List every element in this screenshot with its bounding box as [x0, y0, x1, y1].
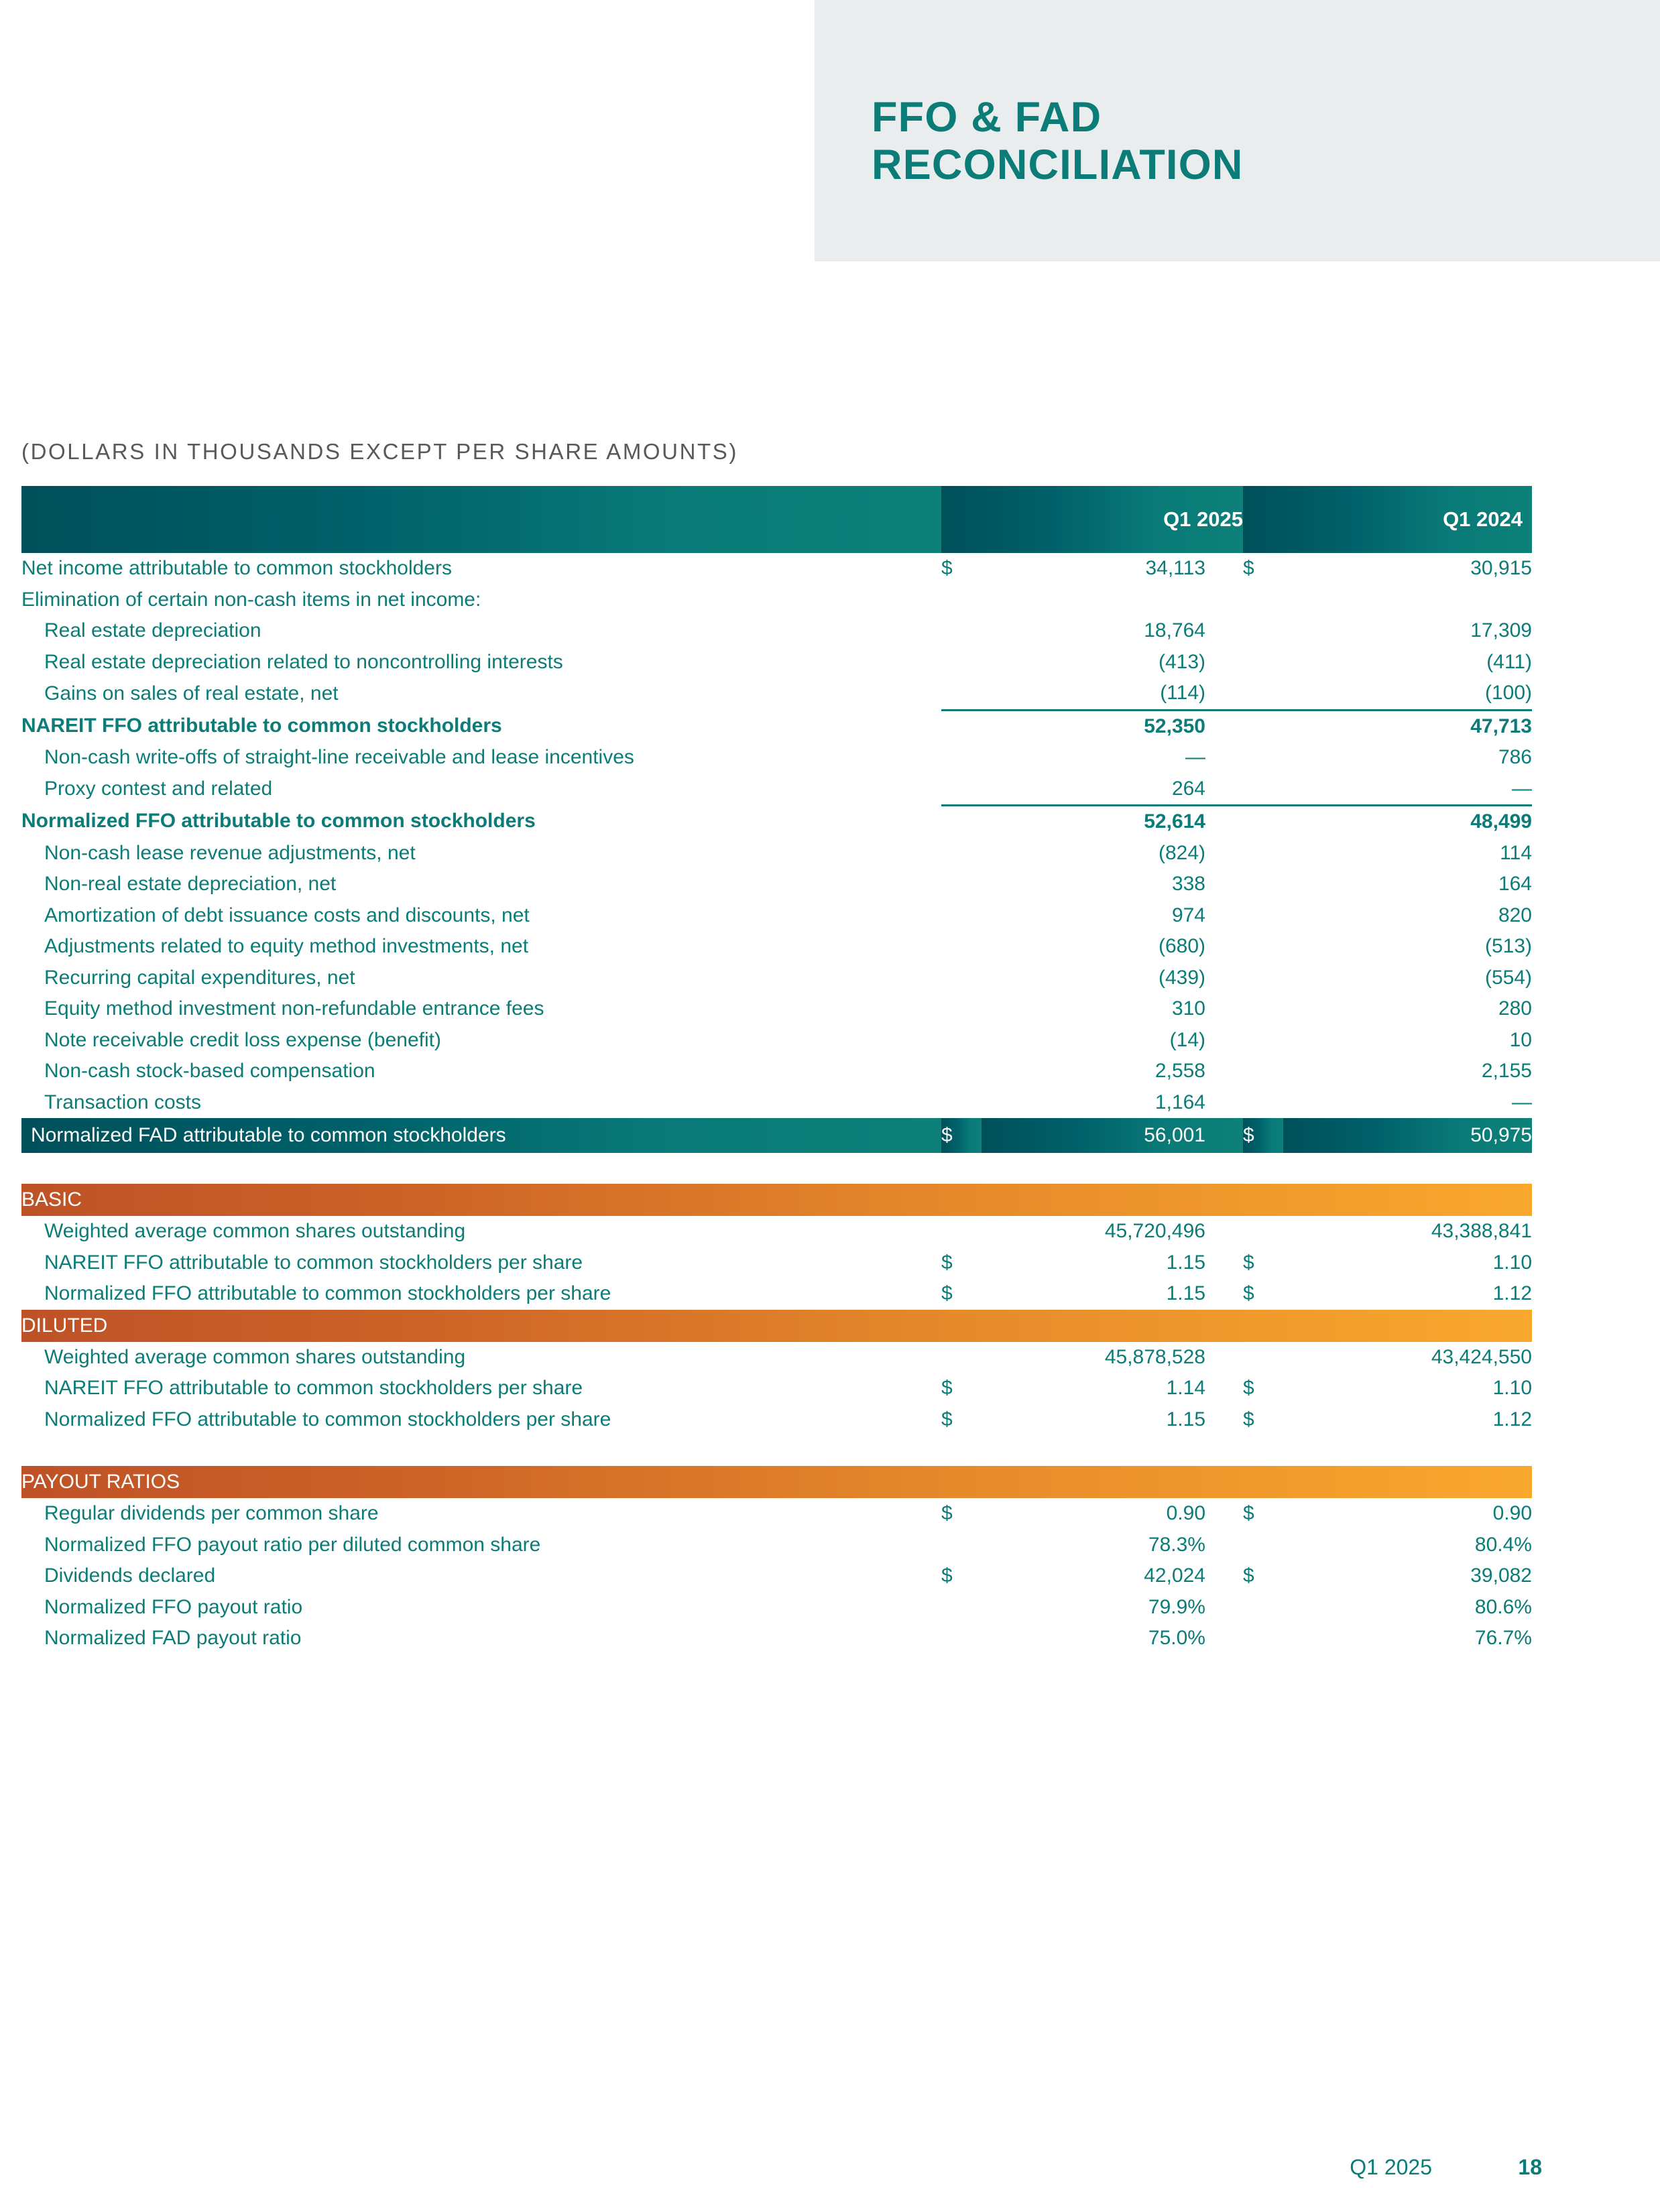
row-currency-1	[941, 931, 982, 963]
row-label: NAREIT FFO attributable to common stockholders per share	[44, 1377, 583, 1399]
row-value-q1-2025: 52,350	[982, 710, 1243, 742]
row-value-q1-2024: 1.12	[1492, 1282, 1532, 1304]
row-value-q1-2024	[1283, 585, 1532, 616]
row-label: Real estate depreciation	[44, 619, 261, 641]
page-footer	[0, 2155, 1660, 2189]
row-label: Proxy contest and related	[44, 778, 273, 800]
section-header-basic	[21, 1184, 1532, 1216]
row-value-q1-2024: 43,424,550	[1431, 1345, 1532, 1368]
table-row-subtotal	[21, 806, 1532, 838]
row-label: Non-cash stock-based compensation	[44, 1060, 375, 1082]
row-value-q1-2025: —	[1185, 746, 1205, 768]
row-currency-2	[1243, 931, 1283, 963]
row-value-q1-2024: —	[1512, 777, 1532, 800]
row-value-q1-2025: (114)	[1160, 682, 1205, 704]
row-currency-2	[1243, 806, 1283, 838]
row-label: Non-cash write-offs of straight-line receivable and lease incentives	[44, 746, 634, 768]
row-currency-2	[1243, 1087, 1283, 1119]
row-value-q1-2025: 75.0%	[1148, 1627, 1205, 1649]
row-label: Normalized FFO payout ratio per diluted common share	[44, 1533, 541, 1556]
row-value-q1-2025: 56,001	[982, 1118, 1243, 1153]
row-value-q1-2024: 48,499	[1283, 806, 1532, 838]
row-currency-1	[941, 615, 982, 647]
row-label: Non-real estate depreciation, net	[44, 873, 337, 895]
row-currency-1: $	[941, 1282, 953, 1304]
row-value-q1-2024: (554)	[1484, 966, 1532, 989]
page-title-line-2: RECONCILIATION	[872, 141, 1244, 188]
row-label: Dividends declared	[44, 1564, 216, 1587]
row-spacer	[21, 1153, 1532, 1184]
footer-page-number: 18	[1518, 2155, 1542, 2179]
row-label: Weighted average common shares outstanding	[44, 1345, 466, 1368]
row-currency-2: $	[1243, 1377, 1254, 1399]
table-row	[21, 963, 1532, 994]
row-currency-1: $	[941, 1118, 982, 1153]
header-blank	[21, 486, 941, 553]
row-value-q1-2024: 820	[1498, 904, 1532, 926]
row-currency-1: $	[941, 1408, 953, 1430]
row-currency-1: $	[941, 1251, 953, 1274]
row-currency-2: $	[1243, 1251, 1254, 1274]
row-value-q1-2024: 17,309	[1470, 619, 1532, 641]
table-row	[21, 1025, 1532, 1056]
row-currency-2: $	[1243, 1118, 1283, 1153]
table-row	[21, 678, 1532, 710]
header-q1-2024: Q1 2024	[1243, 486, 1532, 553]
row-currency-2: $	[1243, 1282, 1254, 1304]
row-value-q1-2025: 18,764	[1144, 619, 1205, 641]
row-value-q1-2025: (14)	[1169, 1028, 1205, 1051]
row-value-q1-2024: 164	[1498, 873, 1532, 895]
header-q1-2025: Q1 2025	[941, 486, 1243, 553]
table-row	[21, 1560, 1532, 1592]
section-label: DILUTED	[21, 1310, 1532, 1342]
row-value-q1-2024: (411)	[1486, 650, 1532, 673]
table-row	[21, 1278, 1532, 1310]
row-label: NAREIT FFO attributable to common stockholders per share	[44, 1251, 583, 1274]
row-currency-2	[1243, 678, 1283, 710]
row-value-q1-2025: 1.15	[1166, 1408, 1205, 1430]
row-label: Adjustments related to equity method investments, net	[44, 935, 529, 957]
row-label: Net income attributable to common stockholders	[21, 557, 452, 579]
row-label: Normalized FFO attributable to common stockholders per share	[44, 1408, 611, 1430]
row-value-q1-2025: 310	[1171, 997, 1205, 1020]
row-label: Real estate depreciation related to noncontrolling interests	[44, 650, 563, 673]
table-row	[21, 1342, 1532, 1373]
footer-quarter-label: Q1 2025	[1350, 2155, 1432, 2179]
table-row	[21, 615, 1532, 647]
row-label: Normalized FFO attributable to common stockholders	[21, 810, 536, 833]
table-row	[21, 931, 1532, 963]
row-value-q1-2024: —	[1512, 1091, 1532, 1113]
units-note: (DOLLARS IN THOUSANDS EXCEPT PER SHARE AMOUNTS)	[21, 439, 738, 464]
row-label: Normalized FFO payout ratio	[44, 1595, 303, 1618]
row-label: Normalized FAD attributable to common stockholders	[21, 1118, 941, 1153]
row-value-q1-2024: 10	[1509, 1028, 1532, 1051]
row-value-q1-2024: 786	[1498, 746, 1532, 768]
row-value-q1-2025: 45,720,496	[1104, 1220, 1205, 1242]
row-currency-2	[1243, 585, 1283, 616]
row-label: Normalized FAD payout ratio	[44, 1627, 302, 1649]
row-currency-2	[1243, 1592, 1283, 1623]
row-currency-2	[1243, 993, 1283, 1025]
table-row	[21, 647, 1532, 678]
row-currency-1	[941, 963, 982, 994]
row-value-q1-2024: 1.10	[1492, 1377, 1532, 1399]
row-label: Non-cash lease revenue adjustments, net	[44, 841, 416, 864]
row-value-q1-2025: 42,024	[1144, 1564, 1205, 1587]
table-row	[21, 1373, 1532, 1404]
row-currency-1	[941, 1056, 982, 1087]
row-currency-1	[941, 1623, 982, 1654]
row-value-q1-2025: 45,878,528	[1104, 1345, 1205, 1368]
section-header-diluted	[21, 1310, 1532, 1342]
row-currency-2: $	[1243, 1564, 1254, 1587]
table-row	[21, 774, 1532, 806]
row-value-q1-2025: 34,113	[1145, 557, 1205, 579]
table-row	[21, 1498, 1532, 1530]
row-currency-1: $	[941, 1377, 953, 1399]
row-currency-2	[1243, 742, 1283, 774]
row-currency-1	[941, 710, 982, 742]
table-row	[21, 1056, 1532, 1087]
row-value-q1-2025: 1.14	[1166, 1377, 1205, 1399]
row-value-q1-2025: (413)	[1158, 650, 1205, 673]
row-currency-1	[941, 774, 982, 806]
row-label: Recurring capital expenditures, net	[44, 966, 355, 989]
row-value-q1-2024: 280	[1498, 997, 1532, 1020]
table-row	[21, 838, 1532, 869]
row-value-q1-2025: 974	[1171, 904, 1205, 926]
row-value-q1-2025: 264	[1171, 777, 1205, 800]
row-currency-2	[1243, 710, 1283, 742]
page-title-line-1: FFO & FAD	[872, 94, 1102, 141]
row-value-q1-2025: 52,614	[982, 806, 1243, 838]
row-currency-1	[941, 742, 982, 774]
row-currency-1	[941, 1087, 982, 1119]
row-currency-1	[941, 900, 982, 932]
row-currency-1	[941, 585, 982, 616]
row-value-q1-2024: 1.10	[1492, 1251, 1532, 1274]
row-currency-2	[1243, 869, 1283, 900]
row-value-q1-2025: 1,164	[1154, 1091, 1205, 1113]
row-label: Normalized FFO attributable to common stockholders per share	[44, 1282, 611, 1304]
row-value-q1-2025: 1.15	[1166, 1251, 1205, 1274]
row-label: NAREIT FFO attributable to common stockholders	[21, 714, 502, 737]
row-currency-1: $	[941, 557, 953, 579]
table-row-total-normalized-fad	[21, 1118, 1532, 1153]
table-row	[21, 1087, 1532, 1119]
row-label: Amortization of debt issuance costs and discounts, net	[44, 904, 530, 926]
row-currency-2	[1243, 1056, 1283, 1087]
row-value-q1-2024: (513)	[1484, 935, 1532, 957]
row-currency-2	[1243, 615, 1283, 647]
table-row	[21, 1530, 1532, 1561]
section-header-payout-ratios	[21, 1466, 1532, 1498]
row-value-q1-2024: 43,388,841	[1431, 1220, 1532, 1242]
row-label: Elimination of certain non-cash items in net income:	[21, 588, 481, 611]
row-value-q1-2025: 2,558	[1154, 1060, 1205, 1082]
row-currency-2: $	[1243, 1502, 1254, 1524]
row-value-q1-2025: (680)	[1158, 935, 1205, 957]
row-value-q1-2024: (100)	[1484, 682, 1532, 704]
row-currency-2	[1243, 900, 1283, 932]
table-row	[21, 993, 1532, 1025]
page-title	[872, 94, 1542, 188]
table-row	[21, 742, 1532, 774]
row-currency-1: $	[941, 1564, 953, 1587]
row-value-q1-2024: 2,155	[1481, 1060, 1532, 1082]
row-value-q1-2025: 338	[1171, 873, 1205, 895]
row-value-q1-2025: 1.15	[1166, 1282, 1205, 1304]
row-label: Note receivable credit loss expense (benefit)	[44, 1028, 441, 1051]
section-label: BASIC	[21, 1184, 1532, 1216]
row-label: Weighted average common shares outstanding	[44, 1220, 466, 1242]
row-value-q1-2025: 79.9%	[1148, 1595, 1205, 1618]
row-value-q1-2024: 1.12	[1492, 1408, 1532, 1430]
row-value-q1-2025: (824)	[1158, 841, 1205, 864]
table-row	[21, 585, 1532, 616]
row-currency-1	[941, 1592, 982, 1623]
table-row	[21, 1592, 1532, 1623]
row-value-q1-2024: 80.6%	[1474, 1595, 1532, 1618]
row-currency-1	[941, 838, 982, 869]
row-currency-2	[1243, 774, 1283, 806]
row-value-q1-2025: (439)	[1158, 966, 1205, 989]
row-value-q1-2024: 76.7%	[1474, 1627, 1532, 1649]
row-currency-1	[941, 869, 982, 900]
row-currency-1	[941, 1216, 982, 1247]
row-value-q1-2024: 114	[1500, 841, 1532, 864]
row-currency-1	[941, 1530, 982, 1561]
table-row	[21, 1623, 1532, 1654]
row-value-q1-2025: 0.90	[1166, 1502, 1205, 1524]
row-currency-1	[941, 647, 982, 678]
row-value-q1-2025	[982, 585, 1243, 616]
row-currency-2: $	[1243, 557, 1254, 579]
row-value-q1-2025: 78.3%	[1148, 1533, 1205, 1556]
row-currency-2	[1243, 1342, 1283, 1373]
row-value-q1-2024: 30,915	[1470, 557, 1532, 579]
table-row	[21, 1404, 1532, 1436]
row-currency-1	[941, 678, 982, 710]
row-currency-1: $	[941, 1502, 953, 1524]
row-currency-2: $	[1243, 1408, 1254, 1430]
row-value-q1-2024: 39,082	[1470, 1564, 1532, 1587]
row-spacer	[21, 1435, 1532, 1466]
row-currency-2	[1243, 647, 1283, 678]
row-currency-2	[1243, 1530, 1283, 1561]
row-currency-1	[941, 806, 982, 838]
row-currency-1	[941, 1025, 982, 1056]
row-currency-1	[941, 993, 982, 1025]
row-currency-2	[1243, 1216, 1283, 1247]
row-value-q1-2024: 0.90	[1492, 1502, 1532, 1524]
row-value-q1-2024: 50,975	[1283, 1118, 1532, 1153]
table-row	[21, 1247, 1532, 1279]
row-label: Transaction costs	[44, 1091, 201, 1113]
table-row	[21, 1216, 1532, 1247]
row-currency-2	[1243, 1623, 1283, 1654]
ffo-fad-table-container	[21, 486, 1532, 1654]
row-value-q1-2024: 47,713	[1283, 710, 1532, 742]
table-row	[21, 553, 1532, 585]
table-row	[21, 900, 1532, 932]
row-label: Equity method investment non-refundable entrance fees	[44, 997, 544, 1020]
row-value-q1-2024: 80.4%	[1474, 1533, 1532, 1556]
table-row-subtotal	[21, 710, 1532, 742]
row-label: Regular dividends per common share	[44, 1502, 379, 1524]
row-currency-2	[1243, 963, 1283, 994]
table-row	[21, 869, 1532, 900]
table-header-row	[21, 486, 1532, 553]
row-currency-2	[1243, 1025, 1283, 1056]
row-currency-2	[1243, 838, 1283, 869]
section-label: PAYOUT RATIOS	[21, 1466, 1532, 1498]
row-label: Gains on sales of real estate, net	[44, 682, 339, 704]
ffo-fad-table	[21, 486, 1532, 1654]
row-currency-1	[941, 1342, 982, 1373]
